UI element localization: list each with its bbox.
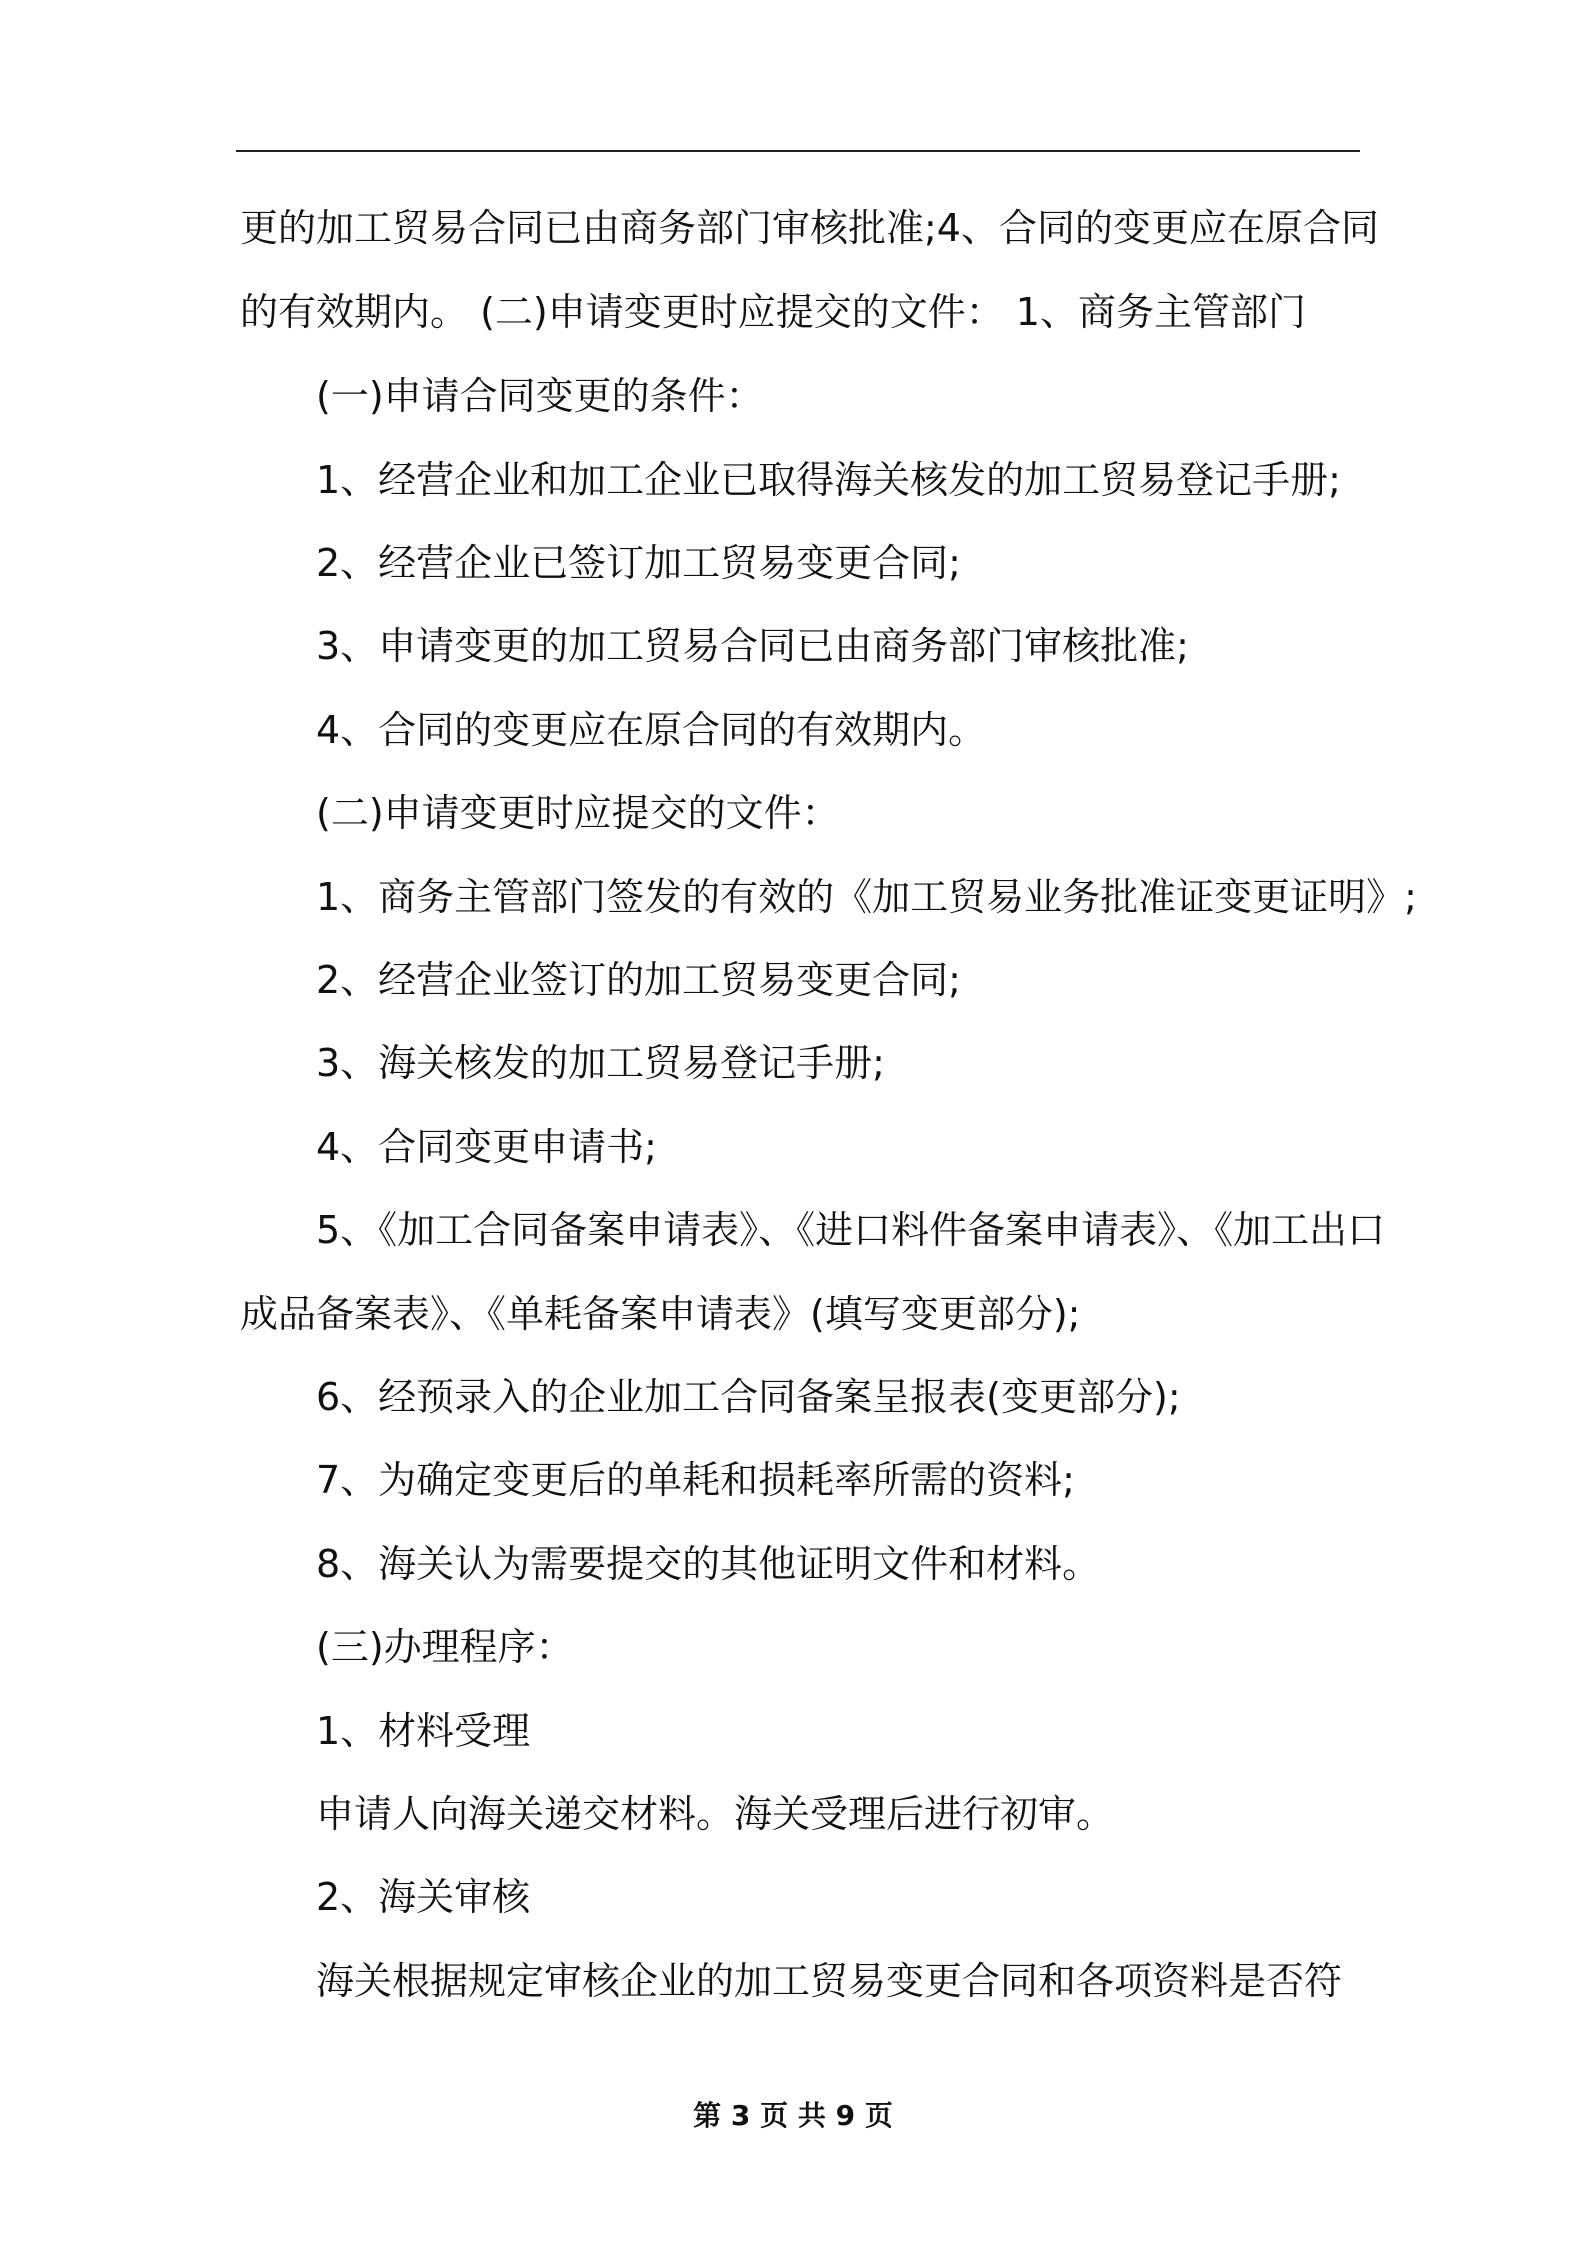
step-heading: 2、海关审核 [316, 1875, 531, 1919]
list-item: 7、为确定变更后的单耗和损耗率所需的资料; [316, 1458, 1075, 1502]
list-item: 3、申请变更的加工贸易合同已由商务部门审核批准; [316, 624, 1189, 668]
list-item: 3、海关核发的加工贸易登记手册; [316, 1041, 885, 1085]
list-item: 4、合同变更申请书; [316, 1125, 657, 1169]
body-line: 更的加工贸易合同已由商务部门审核批准;4、合同的变更应在原合同 [240, 206, 1379, 250]
list-item: 5、《加工合同备案申请表》、《进口料件备案申请表》、《加工出口 [316, 1208, 1386, 1252]
list-item: 2、经营企业已签订加工贸易变更合同; [316, 541, 961, 585]
section-heading: (二)申请变更时应提交的文件： [316, 791, 840, 835]
list-item: 6、经预录入的企业加工合同备案呈报表(变更部分); [316, 1375, 1181, 1419]
step-heading: 1、材料受理 [316, 1709, 531, 1753]
paragraph: 申请人向海关递交材料。海关受理后进行初审。 [316, 1792, 1115, 1836]
paragraph: 海关根据规定审核企业的加工贸易变更合同和各项资料是否符 [316, 1959, 1343, 2003]
list-item: 4、合同的变更应在原合同的有效期内。 [316, 708, 987, 752]
list-item: 1、经营企业和加工企业已取得海关核发的加工贸易登记手册; [316, 458, 1341, 502]
list-item: 2、经营企业签订的加工贸易变更合同; [316, 958, 961, 1002]
section-heading: (三)办理程序： [316, 1625, 574, 1669]
list-item: 8、海关认为需要提交的其他证明文件和材料。 [316, 1542, 1101, 1586]
body-line: 的有效期内。 (二)申请变更时应提交的文件： 1、商务主管部门 [240, 290, 1306, 334]
header-rule [236, 150, 1360, 152]
list-item: 1、商务主管部门签发的有效的《加工贸易业务批准证变更证明》; [316, 875, 1417, 919]
section-heading: (一)申请合同变更的条件： [316, 374, 764, 418]
list-item-continuation: 成品备案表》、《单耗备案申请表》(填写变更部分); [240, 1292, 1081, 1336]
page-number-footer: 第 3 页 共 9 页 [693, 2099, 893, 2132]
